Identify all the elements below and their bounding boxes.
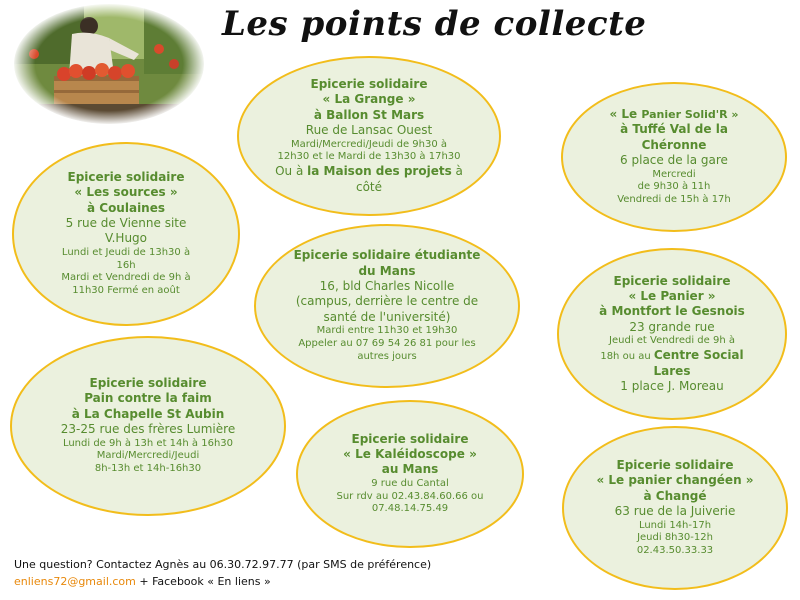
point-name: « Le Panier »	[628, 288, 716, 303]
point-type: Epicerie solidaire	[351, 431, 469, 446]
point-hours: Mercredi	[652, 168, 696, 180]
point-town: à Changé	[643, 488, 707, 503]
point-address: Rue de Lansac Ouest	[305, 123, 433, 138]
point-type: Epicerie solidaire	[613, 273, 731, 288]
point-address: 23-25 rue des frères Lumière	[60, 422, 236, 437]
point-town: du Mans	[358, 263, 416, 278]
point-phone: Appeler au 07 69 54 26 81 pour les	[298, 338, 476, 349]
collection-point-la-grange	[237, 56, 501, 216]
contact-line: Une question? Contactez Agnès au 06.30.72.97.77 (par SMS de préférence)	[14, 558, 432, 571]
contact-links	[14, 575, 271, 588]
point-hours: 11h30 Fermé en août	[72, 285, 180, 297]
point-address: santé de l'université)	[323, 309, 451, 324]
point-alt-location: Ou à la Maison des projets à	[275, 164, 463, 179]
point-address: 16, bld Charles Nicolle	[319, 279, 455, 294]
point-address: 23 grande rue	[629, 319, 715, 334]
page-title: Les points de collecte	[222, 4, 647, 44]
point-hours: 16h	[116, 259, 136, 271]
point-alt-location: Lares	[653, 363, 691, 378]
point-phone: autres jours	[357, 350, 417, 362]
facebook-text: + Facebook « En liens »	[135, 575, 271, 588]
point-hours: 18h ou au Centre Social	[600, 347, 744, 362]
point-hours: Lundi 14h-17h	[638, 519, 712, 531]
point-phone: Sur rdv au 02.43.84.60.66 ou	[336, 490, 484, 502]
tomato-harvest-image	[14, 4, 204, 124]
point-phone: 07.48.14.75.49	[371, 503, 449, 515]
point-type: Epicerie solidaire	[310, 77, 428, 92]
point-alt-location: côté	[355, 179, 383, 194]
point-hours: Lundi de 9h à 13h et 14h à 16h30	[62, 437, 234, 449]
point-hours: Mardi et Vendredi de 9h à	[61, 272, 191, 284]
point-address: (campus, derrière le centre de	[295, 294, 479, 309]
point-name: « La Grange »	[322, 92, 416, 107]
point-town: au Mans	[381, 462, 439, 477]
collection-point-etudiante	[254, 224, 520, 388]
point-name: « Les sources »	[74, 185, 178, 200]
point-address: 1 place J. Moreau	[620, 379, 724, 394]
point-hours: Jeudi 8h30-12h	[637, 532, 713, 544]
collection-point-panier-solidr	[561, 82, 787, 232]
point-town: à Tuffé Val de la	[620, 122, 728, 137]
point-type: Epicerie solidaire étudiante	[293, 248, 481, 263]
point-name: « Le Kaléidoscope »	[343, 447, 477, 462]
point-hours: Lundi et Jeudi de 13h30 à	[61, 246, 191, 258]
email-link[interactable]: enliens72@gmail.com	[14, 575, 136, 588]
point-phone: 02.43.50.33.33	[636, 545, 714, 557]
point-town: à La Chapelle St Aubin	[71, 406, 225, 421]
point-address: 6 place de la gare	[620, 153, 728, 168]
point-hours: 8h-13h et 14h-16h30	[94, 463, 202, 475]
point-hours: 12h30 et le Mardi de 13h30 à 17h30	[277, 151, 461, 163]
point-type: Epicerie solidaire	[616, 458, 734, 473]
point-hours: Jeudi et Vendredi de 9h à	[609, 335, 735, 347]
point-town: à Montfort le Gesnois	[599, 304, 745, 319]
point-hours: Mardi/Mercredi/Jeudi	[96, 450, 200, 462]
point-town: à Ballon St Mars	[313, 107, 425, 122]
point-type: Epicerie solidaire	[89, 376, 207, 391]
point-hours: de 9h30 à 11h	[637, 181, 711, 193]
collection-point-pain-contre-la-faim	[10, 336, 286, 516]
point-hours: Vendredi de 15h à 17h	[617, 194, 731, 206]
point-name: « Le panier changéen »	[596, 473, 754, 488]
collection-point-le-kaleidoscope	[296, 400, 524, 548]
point-address: 63 rue de la Juiverie	[614, 504, 736, 519]
point-town: à Coulaines	[86, 200, 166, 215]
point-type: Epicerie solidaire	[67, 170, 185, 184]
point-address: 5 rue de Vienne site	[65, 216, 187, 231]
collection-point-le-panier-montfort	[557, 248, 787, 420]
point-address: 9 rue du Cantal	[371, 477, 449, 489]
header-photo	[14, 4, 204, 124]
point-hours: Mardi/Mercredi/Jeudi de 9h30 à	[290, 138, 448, 150]
point-name: Pain contre la faim	[84, 391, 212, 406]
point-hours: Mardi entre 11h30 et 19h30	[316, 325, 458, 337]
point-address: V.Hugo	[104, 231, 148, 246]
point-town: Chéronne	[641, 137, 707, 152]
collection-point-les-sources	[12, 142, 240, 326]
collection-point-panier-changeen	[562, 426, 788, 590]
point-name: « Le Panier Solid'R »	[609, 107, 739, 122]
